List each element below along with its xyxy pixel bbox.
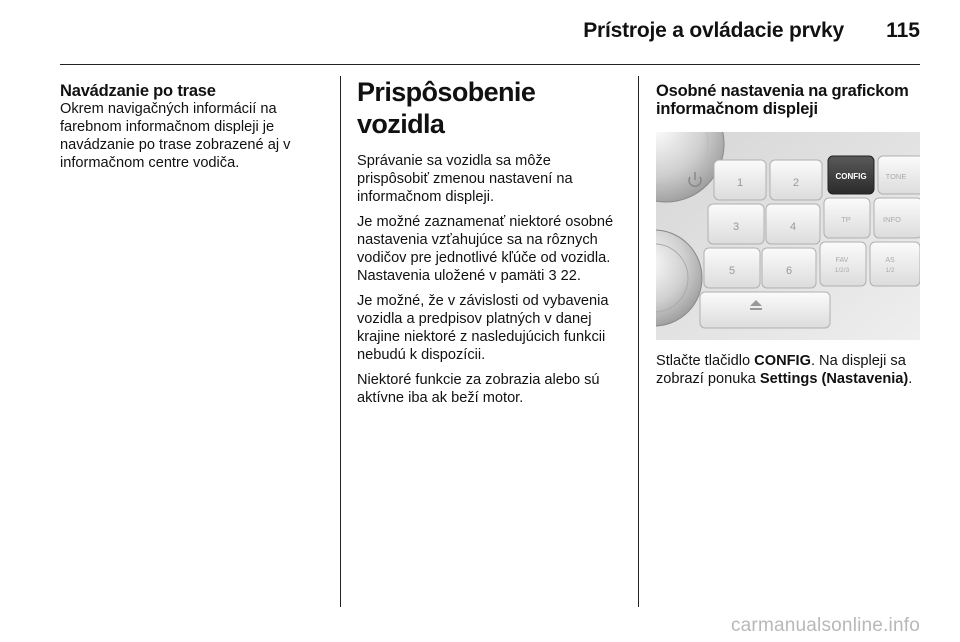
paragraph-4: Niektoré funkcie za zobrazia alebo sú aktívne iba ak beží motor. xyxy=(357,372,600,406)
preset-key-4-label: 4 xyxy=(789,221,797,233)
preset-key-6-label: 6 xyxy=(785,265,793,277)
preset-key-3-label: 3 xyxy=(732,221,740,233)
config-caption xyxy=(656,352,920,388)
as-key-label: AS xyxy=(885,257,895,264)
info-key-label: INFO xyxy=(883,215,901,224)
paragraph-2-text: Je možné zaznamenať niektoré osobné nastavenia vzťahujúce sa na rôznych vodičov pre jednotlivé kľúče od vozidla. Nastavenia uložené v pamäti xyxy=(357,214,614,284)
preset-key-1-label: 1 xyxy=(736,177,744,189)
page-header xyxy=(60,0,920,65)
page-ref-link[interactable]: 22. xyxy=(560,268,581,284)
chapter-title: Prístroje a ovládacie prvky xyxy=(583,19,844,42)
section-heading-personal-settings: Osobné nastavenia na grafickom informačnom displeji xyxy=(656,82,909,118)
paragraph-1: Správanie sa vozidla sa môže prispôsobiť zmenou nastavení na informačnom displeji. xyxy=(357,153,573,205)
tone-key-label: TONE xyxy=(885,172,907,181)
caption-text-2: . Na displeji sa zobrazí ponuka xyxy=(656,353,906,387)
column-divider-1 xyxy=(340,76,341,607)
page-number: 115 xyxy=(886,19,920,42)
section-heading-route-guidance: Navádzanie po trase xyxy=(60,82,216,100)
caption-text-1: Stlačte tlačidlo xyxy=(656,353,751,369)
column-2 xyxy=(357,76,625,414)
eject-key xyxy=(700,292,830,328)
caption-settings-term: Settings (Nastavenia) xyxy=(759,371,909,387)
control-panel-illustration xyxy=(656,132,920,340)
as-key xyxy=(870,242,920,286)
paragraph-2 xyxy=(357,213,625,285)
column-1 xyxy=(60,76,330,172)
fav-key-sublabel: 1/2/3 xyxy=(834,267,850,274)
route-guidance-text: Okrem navigačných informácií na farebnom informačnom displeji je navádzanie po trase zobrazené aj v informačnom centre vodiča. xyxy=(60,101,291,171)
section-heading-vehicle-personalization: Prispôsobenie vozidla xyxy=(357,77,536,139)
as-key-sublabel: 1/2 xyxy=(885,267,895,274)
page-ref-icon: 3 xyxy=(548,268,557,284)
preset-key-5-label: 5 xyxy=(728,265,736,277)
tp-key-label: TP xyxy=(841,215,851,224)
caption-config-term: CONFIG xyxy=(754,353,811,369)
column-3 xyxy=(656,76,920,388)
fav-key xyxy=(820,242,866,286)
preset-key-2-label: 2 xyxy=(792,177,800,189)
caption-text-3: . xyxy=(908,371,913,387)
config-key-label: CONFIG xyxy=(835,172,867,181)
watermark: carmanualsonline.info xyxy=(730,615,920,636)
fav-key-label: FAV xyxy=(835,257,849,264)
paragraph-3: Je možné, že v závislosti od vybavenia vozidla a predpisov platných v danej krajine niektoré z nasledujúcich funkcii nebudú k dispozícii. xyxy=(357,293,609,363)
column-divider-2 xyxy=(638,76,639,607)
